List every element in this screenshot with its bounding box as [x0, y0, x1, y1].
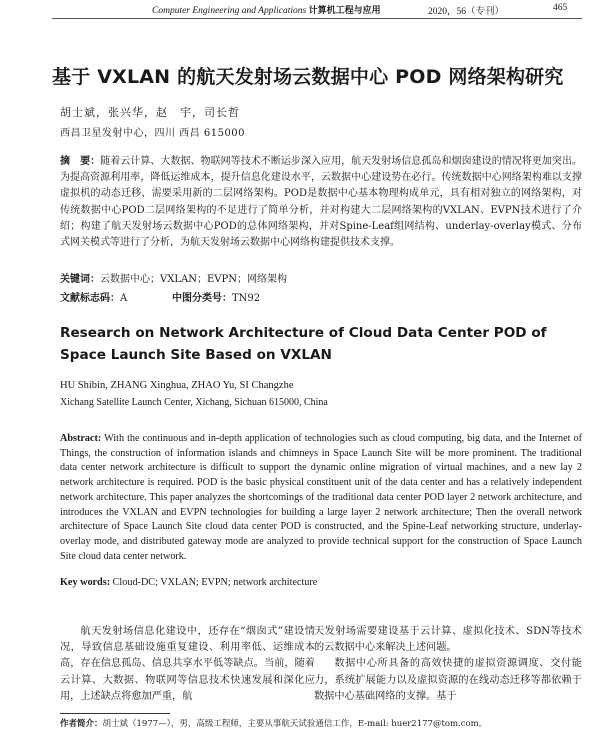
- affiliation-en: Xichang Satellite Launch Center, Xichang, Sichuan 615000, China: [60, 397, 328, 408]
- keywords-en-text: Cloud-DC; VXLAN; EVPN; network architecture: [112, 577, 318, 588]
- keywords-cn-label: 关键词：: [60, 274, 100, 285]
- authors-en: HU Shibin, ZHANG Xinghua, ZHAO Yu, SI Changzhe: [60, 380, 294, 391]
- body-column-right: [314, 624, 582, 705]
- keywords-cn-text: 云数据中心；VXLAN；EVPN；网络架构: [100, 274, 287, 285]
- keywords-en-label: Key words:: [60, 577, 111, 588]
- abstract-cn-text: 随着云计算、大数据、物联网等技术不断运步深入应用，航天发射场信息孤岛和烟囱建设的情况将更加突出。为提高资源利用率，降低运维成本，提升信息化建设水平，云数据中心建设势在必行。传统数据中心网络架构难以支撑虚拟机的动态迁移，需要采用新的二层网络架构。POD是数据中心基本物理构成单元，具有相对独立的网络架构，对传统数据中心POD二层网络架构的不足进行了简单分析，并对构建大二层网络架构的VXLAN、EVPN技术进行了介绍；构建了航天发射场云数据中心POD的总体网络架构，并对Spine-Leaf组网结构、underlay-overlay模式、分布式网关模式等进行了分析，为航天发射场云数据中心网络构建提供技术支撑。: [60, 156, 583, 249]
- running-header: [0, 0, 600, 18]
- journal-name: Computer Engineering and Applications 计算机工程与应用: [152, 6, 381, 16]
- header-rule: [52, 18, 582, 19]
- keywords-cn: [60, 270, 287, 285]
- author-footnote: [60, 717, 487, 729]
- abstract-en-text: With the continuous and in-depth application of technologies such as cloud computing, big data, and the Internet of Things, the construction of information islands and chimneys in Space Launch Site will be more prominent. The traditional data center network architecture is difficult to support the dynamic online migration of virtual machines, and a new lay 2 network architecture is required. POD is the basic physical constituent unit of the data center and has a relatively independent network architecture. This paper analyzes the shortcomings of the traditional data center POD layer 2 network architecture, and introduces the VXLAN and EVPN technologies for building a large layer 2 network architecture; Then the overall network architecture of Space Launch Site cloud data center POD is constructed, and the Spine-Leaf networking structure, underlay-overlay mode, and distributed gateway mode are analyzed to provide technical support for the construction of Space Launch Site cloud data center network.: [60, 433, 582, 562]
- classification-line: [60, 289, 460, 304]
- abstract-en-label: Abstract:: [60, 433, 102, 444]
- doc-code: A: [120, 293, 128, 304]
- class-no: TN92: [232, 293, 261, 304]
- footnote-rule: [60, 713, 170, 714]
- keywords-en: [60, 577, 317, 588]
- body-paragraph: 航天发射场信息化建设中，还存在“烟囱式”建设情况，导致信息基础设施重复建设、利用率低、运维成本高，存在信息孤岛、信息共享水平低等缺点。当前，随着云计算、大数据、物联网等信息技术快速发展和深化应用，上述缺点将愈加严重，航: [60, 626, 315, 702]
- paper-title-en: Research on Network Architecture of Cloud Data Center POD of Space Launch Site Based on VXLAN: [60, 325, 547, 363]
- abstract-cn: [60, 154, 582, 251]
- class-no-label: 中图分类号：: [172, 293, 232, 304]
- authors-cn: 胡士斌，张兴华，赵 宇，司长哲: [60, 106, 240, 119]
- doc-code-label: 文献标志码：: [60, 293, 120, 304]
- footnote-text: 胡士斌（1977—），男，高级工程师，主要从事航天试验通信工作，E-mail: huer2177@tom.com。: [102, 719, 488, 729]
- affiliation-cn: 西昌卫星发射中心，四川 西昌 615000: [60, 128, 246, 139]
- abstract-en: [60, 432, 582, 564]
- footnote-label: 作者简介：: [60, 719, 103, 729]
- body-paragraph: 数据中心所具备的高效快捷的虚拟资源调度、交付能力，系统扩展能力以及虚拟资源的在线动态迁移等都依赖于数据中心基础网络的支撑。基于: [314, 658, 582, 702]
- year-issue: 2020，56（专刊）: [428, 7, 505, 17]
- abstract-cn-label: 摘 要：: [60, 156, 101, 167]
- body-paragraph: 天发射场需要建设基于云计算、虚拟化技术、SDN等技术的云数据中心来解决上述问题。: [314, 626, 582, 654]
- body-column-left: [60, 624, 315, 705]
- paper-title-cn: 基于 VXLAN 的航天发射场云数据中心 POD 网络架构研究: [52, 66, 564, 88]
- page-number: 465: [553, 3, 568, 13]
